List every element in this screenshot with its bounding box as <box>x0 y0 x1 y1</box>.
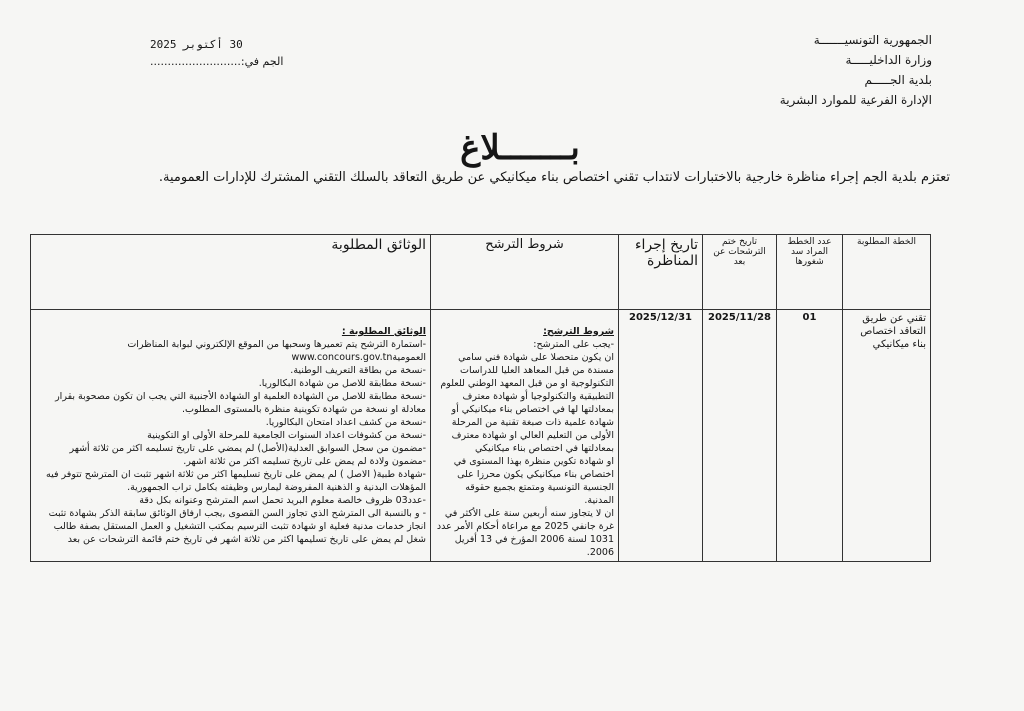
header-plan: الخطة المطلوبة <box>843 235 931 310</box>
republic-line: الجمهورية التونسيـــــــة <box>813 33 932 47</box>
announcement-intro: تعتزم بلدية الجم إجراء مناظرة خارجية بالاختبارات لانتداب تقني اختصاص بناء ميكانيكي عن طريق التعاقد بالسلك التقني المشترك للإدارات العمومية. <box>158 170 950 185</box>
date-block <box>150 38 310 68</box>
header-exam-date: تاريخ إجراء المناظرة <box>619 235 703 310</box>
documents-text: -استمارة الترشح يتم تعميرها وسحبها من الموقع الإلكتروني لبوابة المناظرات العموميةwww.concours.gov.tn -نسخة من بطاقة التعريف الوطنية. -نسخة مطابقة للاصل من شهادة البكالوريا. -نسخة مطابقة للاصل من الشهادة العلمية او الشهادة الأجنبية التي يجب ان تكون مصحوبة بقرار معادلة او نسخة من شهادة تكوينية منظرة بالمستوى المطلوب. -نسخة من كشف اعداد امتحان البكالوريا. -نسخة من كشوفات اعداد السنوات الجامعية للمرحلة الأولى او التكوينية -مضمون من سجل السوابق العدلية(الأصل) لم يمضي على تاريخ تسليمه اكثر من ثلاثة أشهر -مضمون ولادة لم يمض على تاريخ تسليمه اكثر من ثلاثة اشهر. -شهادة طبية( الاصل ) لم يمض على تاريخ تسليمها اكثر من ثلاثة اشهر تثبت ان المترشح تتوفر فيه المؤهلات البدنية و الذهنية المفروضة ليمارس وظيفته بكامل تراب الجمهورية. -عدد03 ظروف خالصة معلوم البريد تحمل اسم المترشح وعنوانه بكل دقة - و بالنسبة الى المترشح الذي تجاوز السن القصوى ,يجب ارفاق الوثائق سابقة الذكر بشهادة تثبت انجاز خدمات مدنية فعلية او شهادة تثبت الترسيم بمكتب التشغيل و العمل المستقل بصفة طالب شغل لم يمض على تاريخ تسليمها اكثر من ثلاثة اشهر في تاريخ ختم قائمة الترشحات عن بعد <box>46 339 426 545</box>
documents-title: الوثائق المطلوبة : <box>341 326 426 337</box>
conditions-title: شروط الترشح: <box>543 326 614 337</box>
header-conditions: شروط الترشح <box>431 235 619 310</box>
header-count: عدد الخطط المراد سد شغورها <box>777 235 843 310</box>
cell-count: 01 <box>777 310 843 562</box>
header-deadline: تاريخ ختم الترشحات عن بعد <box>703 235 777 310</box>
table-header-row <box>31 235 931 310</box>
ministry-line: وزارة الداخليـــــة <box>845 53 932 67</box>
municipality-line: بلدية الجـــــم <box>864 73 932 87</box>
cell-deadline: 2025/11/28 <box>703 310 777 562</box>
conditions-text: -يجب على المترشح: ان يكون متحصلا على شهادة فني سامي مسندة من قبل المعاهد العليا للدراسات التكنولوجية او من قبل المعهد الوطني للعلوم التطبيقية والتكنولوجيا أو شهادة معترف بمعادلتها لها في اختصاص بناء ميكانيكي أو شهادة علمية ذات صبغة تقنية من المرحلة الأولى من التعليم العالي او شهادة معترف بمعادلتها في اختصاص بناء ميكانيكي او شهادة تكوين منظرة بهذا المستوى في اختصاص بناء ميكانيكي يكون محرزا على الجنسية التونسية ومتمتع بجميع حقوقه المدنية. ان لا يتجاوز سنه أربعين سنة على الأكثر في غرة جانفي 2025 مع مراعاة أحكام الأمر عدد 1031 لسنة 2006 المؤرخ في 13 أفريل 2006. <box>436 339 614 558</box>
document-title: بـــــــلاغ <box>460 128 580 168</box>
table-row <box>31 310 931 562</box>
cell-plan: تقني عن طريق التعاقد اختصاص بناء ميكانيكي <box>843 310 931 562</box>
header-documents: الوثائق المطلوبة <box>31 235 431 310</box>
date-stamp: 30 أكتوبر 2025 <box>150 38 243 51</box>
cell-documents <box>31 310 431 562</box>
cell-conditions <box>431 310 619 562</box>
competition-table <box>30 234 931 562</box>
department-line: الإدارة الفرعية للموارد البشرية <box>779 93 932 107</box>
letterhead <box>672 30 932 110</box>
cell-exam-date: 2025/12/31 <box>619 310 703 562</box>
place-date-label: الجم في:.......................... <box>150 55 284 68</box>
